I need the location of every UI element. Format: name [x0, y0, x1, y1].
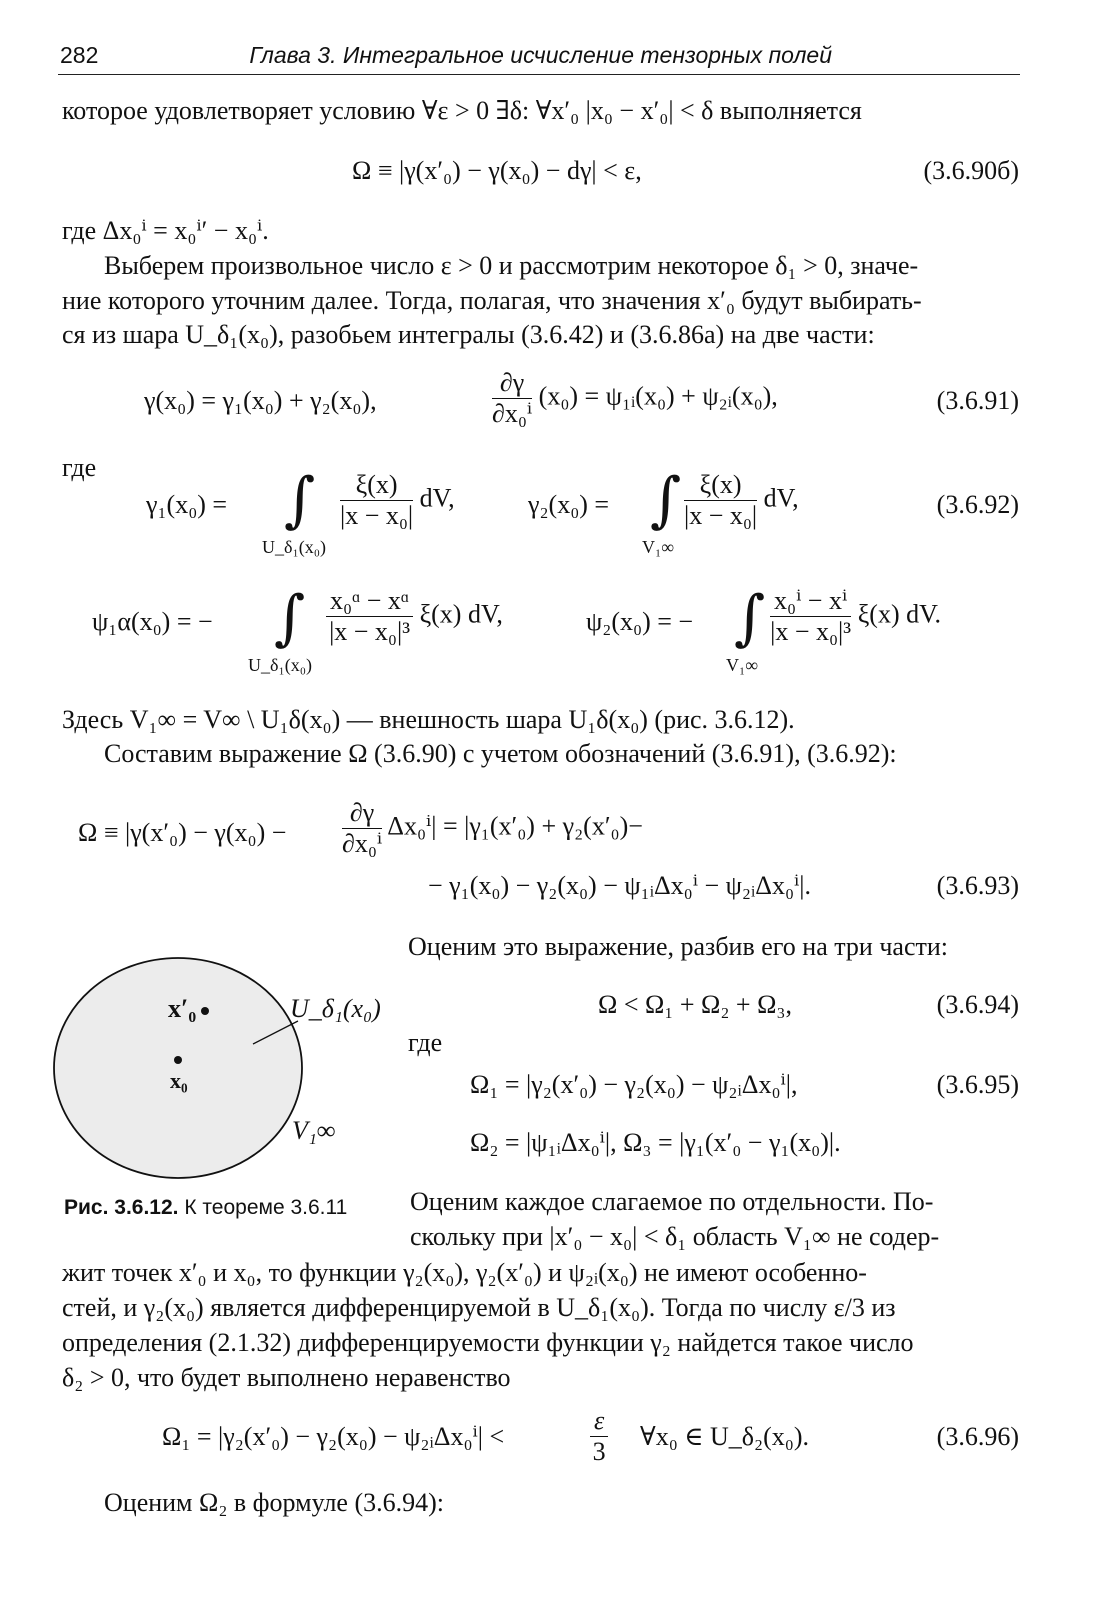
- psi2-fraction: $\frac{\text{x₀ⁱ − xⁱ}}{\text{|x − x₀|³}}$ ξ(x) dV.: [770, 586, 942, 646]
- page-number: 282: [60, 42, 99, 68]
- integral-sign: ∫: [650, 465, 682, 535]
- psi1-fraction: $\frac{\text{x₀ᵅ − xᵅ}}{\text{|x − x₀|³}}$ ξ(x) dV,: [326, 588, 503, 645]
- paragraph-line: скольку при |x′₀ − x₀| < δ₁ область V₁∞ не содер-: [410, 1222, 940, 1251]
- equation-3-6-95: Ω₁ = |γ₂(x′₀) − γ₂(x₀) − ψ₂ᵢΔx₀ⁱ|,: [470, 1070, 798, 1099]
- integral-domain: V₁∞: [642, 537, 675, 557]
- equation-3-6-95-b: Ω₂ = |ψ₁ᵢΔx₀ⁱ|, Ω₃ = |γ₁(x′₀ − γ₁(x₀)|.: [470, 1128, 841, 1157]
- text-line-delta-def: где Δx₀ⁱ = x₀ⁱ′ − x₀ⁱ.: [62, 216, 269, 245]
- label-U-delta1: U_δ₁(x₀): [290, 994, 381, 1023]
- text-line-condition: которое удовлетворяет условию ∀ε > 0 ∃δ: ∀x′₀ |x₀ − x′₀| < δ выполняется: [62, 96, 862, 125]
- equation-3-6-93-c: − γ₁(x₀) − γ₂(x₀) − ψ₁ᵢΔx₀ⁱ − ψ₂ᵢΔx₀ⁱ|.: [428, 871, 811, 900]
- label-x0: x₀: [170, 1068, 188, 1093]
- fraction-eps-3: $\frac{\varepsilon}{3}$: [590, 1408, 608, 1465]
- equation-number: (3.6.94): [936, 990, 1019, 1019]
- equation-3-6-91-left: γ(x₀) = γ₁(x₀) + γ₂(x₀),: [144, 386, 377, 415]
- figure-caption: Рис. 3.6.12. К теореме 3.6.11: [64, 1196, 348, 1219]
- integral-domain: U_δ₁(x₀): [248, 655, 313, 675]
- integral-domain: U_δ₁(x₀): [262, 537, 327, 557]
- equation-3-6-91-right: (x₀) = ψ₁ᵢ(x₀) + ψ₂ᵢ(x₀),: [538, 381, 778, 411]
- equation-number: (3.6.92): [936, 490, 1019, 519]
- equation-3-6-93-b: $\frac{\partial\gamma}{\text{∂x₀ⁱ}}$ Δx₀ⁱ| = |γ₁(x′₀) + γ₂(x′₀)−: [342, 798, 643, 858]
- equation-number: (3.6.95): [936, 1070, 1019, 1099]
- equation-3-6-94: Ω < Ω₁ + Ω₂ + Ω₃,: [598, 990, 792, 1019]
- text-line-estimate-omega2: Оценим Ω₂ в формуле (3.6.94):: [104, 1488, 444, 1517]
- integral-sign: ∫: [284, 465, 316, 535]
- equation-3-6-90b: Ω ≡ |γ(x′₀) − γ(x₀) − dγ| < ε,: [352, 156, 642, 185]
- paragraph-line: ние которого уточним далее. Тогда, полагая, что значения x′₀ будут выбирать-: [62, 286, 922, 315]
- point-x0: [174, 1056, 182, 1064]
- paragraph-line: определения (2.1.32) дифференцируемости функции γ₂ найдется такое число: [62, 1328, 914, 1357]
- gamma1-lhs: γ₁(x₀) =: [146, 490, 228, 519]
- equation-number: (3.6.93): [936, 871, 1019, 900]
- partial-derivative: [492, 370, 778, 427]
- equation-number: (3.6.96): [936, 1422, 1019, 1451]
- figure-ball-diagram: [50, 950, 390, 1190]
- paragraph-line: ся из шара U_δ₁(x₀), разобьем интегралы (3.6.42) и (3.6.86а) на две части:: [62, 320, 875, 349]
- equation-3-6-96-a: Ω₁ = |γ₂(x′₀) − γ₂(x₀) − ψ₂ᵢΔx₀ⁱ| <: [162, 1422, 505, 1451]
- running-header: [58, 40, 1020, 75]
- text-line-estimate: Оценим это выражение, разбив его на три части:: [408, 932, 948, 961]
- equation-3-6-93-a: Ω ≡ |γ(x′₀) − γ(x₀) −: [78, 818, 287, 847]
- label-x0-prime: x′₀: [168, 994, 197, 1023]
- fraction: $\frac{\partial\gamma}{\text{∂x₀ⁱ}}$: [492, 368, 533, 428]
- equation-3-6-96-b: ∀x₀ ∈ U_δ₂(x₀).: [640, 1422, 809, 1451]
- point-x0-prime: [201, 1007, 209, 1015]
- integral-sign: ∫: [734, 583, 766, 653]
- integral-sign: ∫: [274, 583, 306, 653]
- paragraph-line: δ₂ > 0, что будет выполнено неравенство: [62, 1363, 511, 1392]
- text-where: где: [62, 453, 97, 482]
- chapter-title: Глава 3. Интегральное исчисление тензорных полей: [249, 42, 832, 68]
- text-where: где: [408, 1028, 443, 1057]
- paragraph-line: Выберем произвольное число ε > 0 и рассмотрим некоторое δ₁ > 0, значе-: [104, 251, 919, 280]
- gamma2-lhs: γ₂(x₀) =: [528, 490, 610, 519]
- gamma1-fraction: $\frac{\xi(x)}{\text{|x − x₀|}}$ dV,: [340, 470, 455, 530]
- text-line-exterior: Здесь V₁∞ = V∞ \ U₁δ(x₀) — внешность шара U₁δ(x₀) (рис. 3.6.12).: [62, 705, 795, 734]
- paragraph-line: жит точек x′₀ и x₀, то функции γ₂(x₀), γ₂(x′₀) и ψ₂ᵢ(x₀) не имеют особенно-: [62, 1258, 867, 1287]
- integral-domain: V₁∞: [726, 655, 759, 675]
- psi1-lhs: ψ₁α(x₀) = −: [92, 607, 213, 636]
- text-line-compose: Составим выражение Ω (3.6.90) с учетом обозначений (3.6.91), (3.6.92):: [104, 739, 897, 768]
- equation-number: (3.6.90б): [923, 156, 1019, 185]
- equation-number: (3.6.91): [936, 386, 1019, 415]
- label-V1inf: V₁∞: [292, 1116, 336, 1145]
- psi2-lhs: ψ₂(x₀) = −: [586, 607, 694, 636]
- gamma2-fraction: $\frac{\xi(x)}{\text{|x − x₀|}}$ dV,: [684, 470, 799, 530]
- paragraph-line: стей, и γ₂(x₀) является дифференцируемой в U_δ₁(x₀). Тогда по числу ε/3 из: [62, 1293, 896, 1322]
- paragraph-line: Оценим каждое слагаемое по отдельности. По-: [410, 1187, 934, 1216]
